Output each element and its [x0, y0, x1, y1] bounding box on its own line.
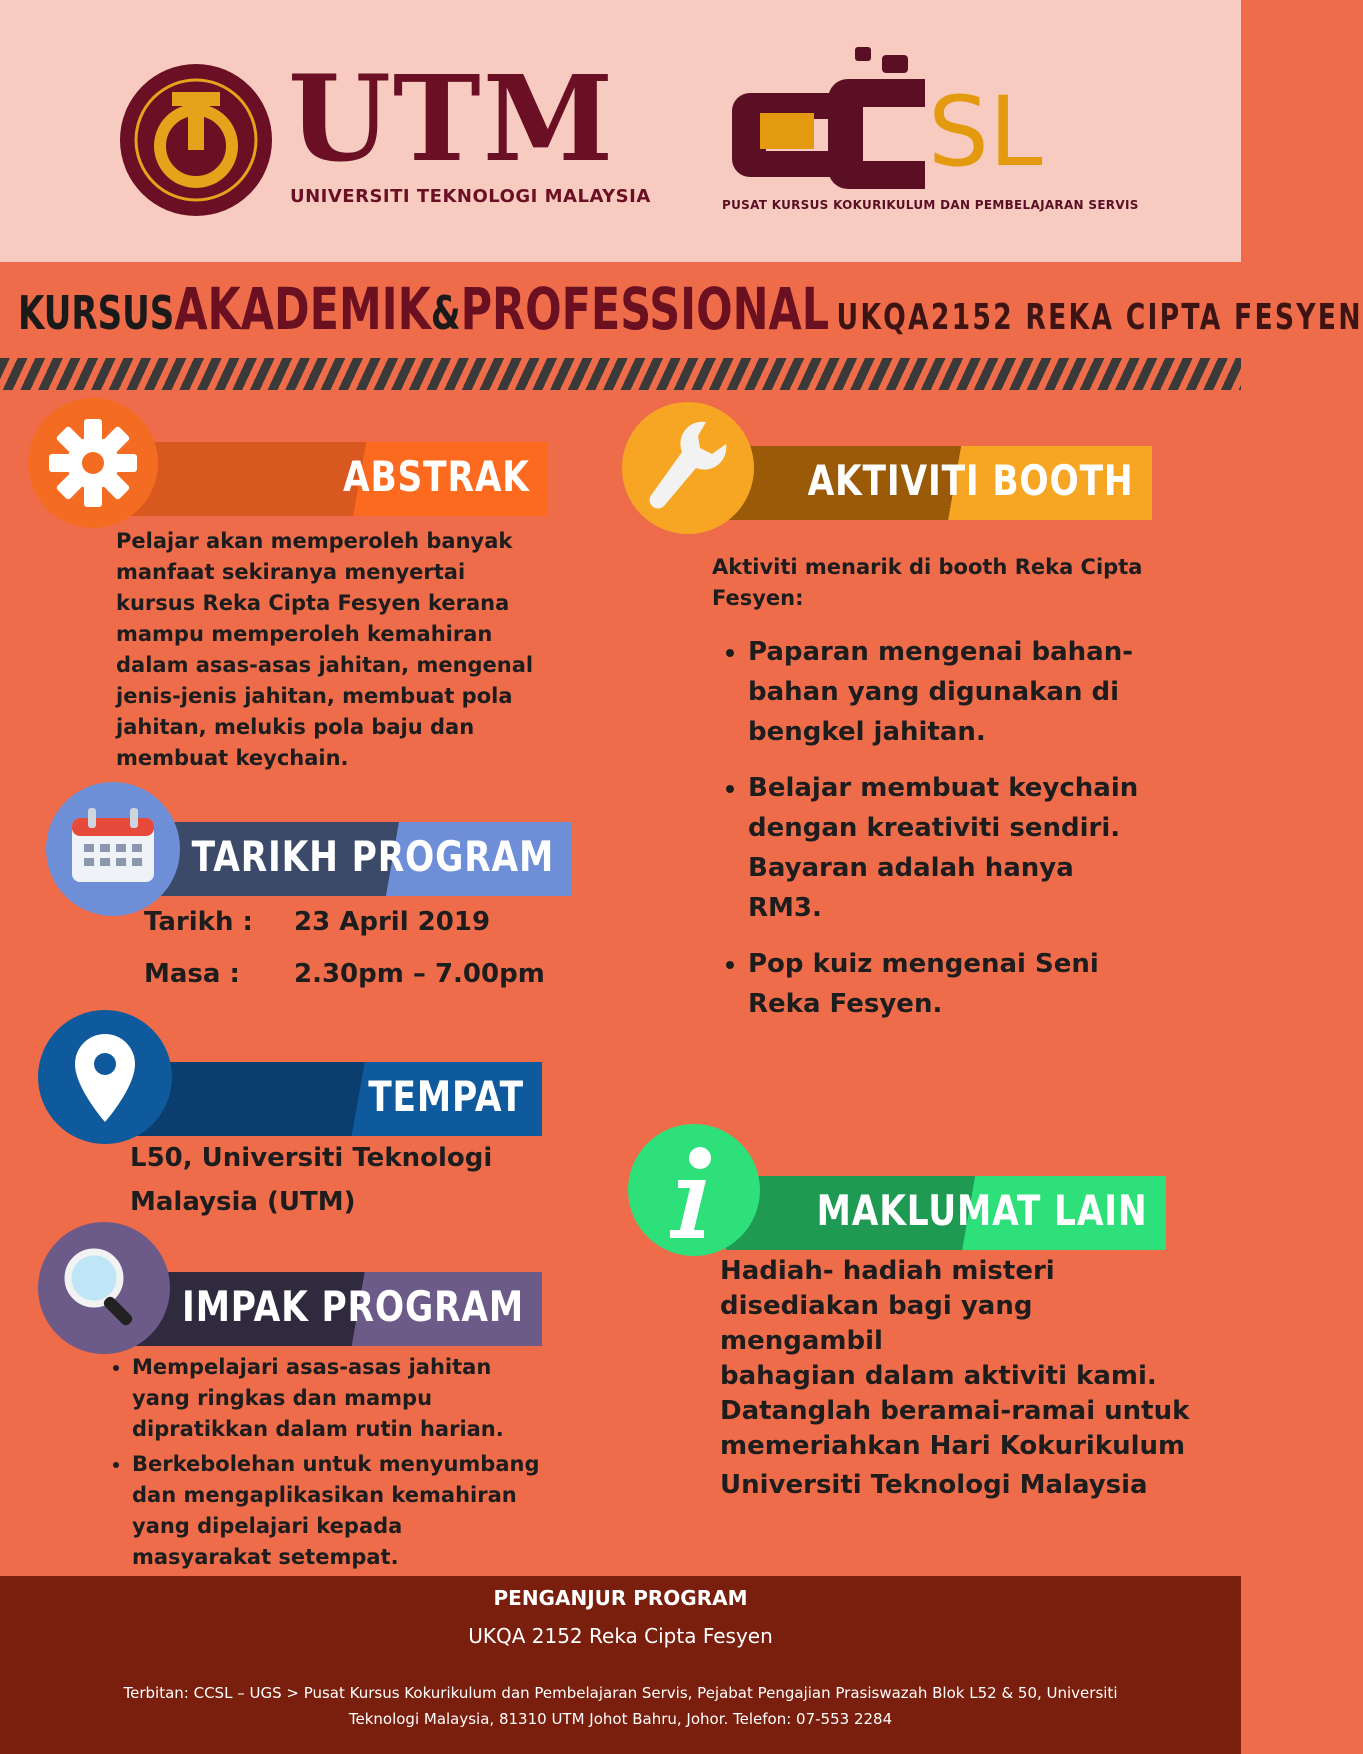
utm-seal-logo	[118, 62, 274, 218]
svg-text:SL: SL	[928, 76, 1043, 188]
tempat-banner	[110, 1062, 542, 1136]
date-value: 23 April 2019	[294, 907, 491, 937]
wrench-icon	[622, 402, 754, 534]
aktiviti-list	[712, 632, 1152, 1024]
maklumat-body	[720, 1254, 1190, 1503]
impak-heading: IMPAK PROGRAM	[182, 1282, 524, 1331]
aktiviti-heading: AKTIVITI BOOTH	[807, 456, 1134, 505]
abstrak-banner	[100, 442, 548, 516]
title-kursus: KURSUS	[18, 286, 175, 340]
gear-icon	[28, 398, 158, 528]
maklumat-banner	[712, 1176, 1166, 1250]
tarikh-banner	[120, 822, 572, 896]
location-pin-icon	[38, 1010, 172, 1144]
abstrak-heading: ABSTRAK	[343, 452, 530, 501]
publisher-line-1: Terbitan: CCSL – UGS > Pusat Kursus Kokurikulum dan Pembelajaran Servis, Pejabat Pengajian Prasiswazah Blok L52 & 50, Universiti	[123, 1684, 1118, 1702]
utm-fullname: UNIVERSITI TEKNOLOGI MALAYSIA	[290, 186, 651, 207]
utm-wordmark: UTM	[288, 49, 616, 188]
page-title	[18, 275, 1363, 343]
impak-item: • Berkebolehan untuk menyumbang dan mengaplikasikan kemahiran yang dipelajari kepada masyarakat setempat.	[132, 1449, 548, 1573]
ccsl-logo	[720, 45, 1120, 195]
aktiviti-icon-circle	[622, 402, 754, 534]
maklumat-line: Datanglah beramai-ramai untuk	[720, 1396, 1190, 1426]
title-course-code: UKQA2152 REKA CIPTA FESYEN	[836, 297, 1363, 338]
publisher-info	[100, 1680, 1141, 1732]
aktiviti-item: • Pop kuiz mengenai Seni Reka Fesyen.	[748, 944, 1152, 1024]
maklumat-line: bahagian dalam aktiviti kami.	[720, 1361, 1157, 1391]
organizer-name: UKQA 2152 Reka Cipta Fesyen	[468, 1624, 773, 1648]
publisher-line-2: Teknologi Malaysia, 81310 UTM Johot Bahru, Johor. Telefon: 07-553 2284	[348, 1710, 893, 1728]
abstrak-body: Pelajar akan memperoleh banyak manfaat sekiranya menyertai kursus Reka Cipta Fesyen kerana mampu memperoleh kemahiran dalam asas-asas jahitan, mengenal jenis-jenis jahitan, membuat pola jahitan, melukis pola baju dan membuat keychain.	[116, 529, 534, 770]
ccsl-fullname: PUSAT KURSUS KOKURIKULUM DAN PEMBELAJARAN SERVIS	[722, 198, 1139, 212]
time-value: 2.30pm – 7.00pm	[294, 959, 545, 989]
magnifier-icon	[38, 1222, 170, 1354]
maklumat-line: Universiti Teknologi Malaysia	[720, 1470, 1148, 1500]
aktiviti-item: • Paparan mengenai bahan-bahan yang digunakan di bengkel jahitan.	[748, 632, 1152, 752]
venue-line-1: L50, Universiti Teknologi	[130, 1143, 493, 1173]
maklumat-icon-circle	[628, 1124, 760, 1256]
impak-banner	[110, 1272, 542, 1346]
hatched-divider	[0, 358, 1241, 390]
title-akademik: AKADEMIK	[174, 275, 431, 343]
maklumat-line: memeriahkan Hari Kokurikulum	[720, 1431, 1186, 1461]
title-ampersand: &	[430, 286, 461, 340]
tarikh-icon-circle	[46, 782, 180, 916]
aktiviti-intro: Aktiviti menarik di booth Reka Cipta Fesyen:	[712, 555, 1143, 610]
tarikh-heading: TARIKH PROGRAM	[191, 832, 554, 881]
abstrak-icon-circle	[28, 398, 158, 528]
info-icon	[628, 1124, 760, 1256]
aktiviti-banner	[700, 446, 1152, 520]
organizer-label: PENGANJUR PROGRAM	[493, 1586, 748, 1610]
impak-icon-circle	[38, 1222, 170, 1354]
tempat-heading: TEMPAT	[368, 1072, 524, 1121]
calendar-icon	[46, 782, 180, 916]
venue-line-2: Malaysia (UTM)	[130, 1187, 356, 1217]
title-professional: PROFESSIONAL	[460, 275, 830, 343]
maklumat-heading: MAKLUMAT LAIN	[817, 1186, 1148, 1235]
impak-list	[96, 1352, 548, 1573]
maklumat-line: Hadiah- hadiah misteri	[720, 1256, 1055, 1286]
time-label: Masa :	[144, 959, 240, 989]
impak-item: • Mempelajari asas-asas jahitan yang ringkas dan mampu dipratikkan dalam rutin harian.	[132, 1352, 548, 1445]
maklumat-line: disediakan bagi yang mengambil	[720, 1291, 1033, 1356]
date-label: Tarikh :	[144, 907, 253, 937]
aktiviti-item: • Belajar membuat keychain dengan kreativiti sendiri. Bayaran adalah hanya RM3.	[748, 768, 1152, 928]
tempat-icon-circle	[38, 1010, 172, 1144]
